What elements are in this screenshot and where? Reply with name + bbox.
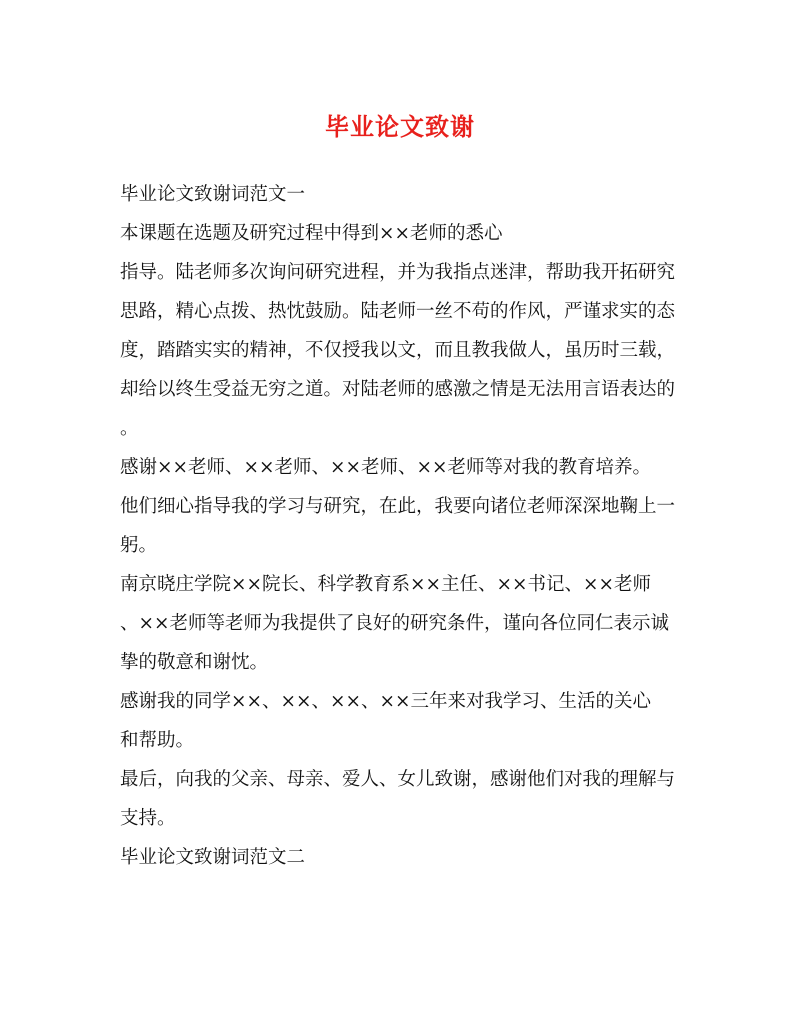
paragraph-line: 南京晓庄学院××院长、科学教育系××主任、××书记、××老师 (120, 574, 652, 595)
paragraph-line: 和帮助。 (120, 730, 195, 751)
paragraph-line: 感谢我的同学××、××、××、××三年来对我学习、生活的关心 (120, 691, 652, 712)
paragraph-line: 感谢××老师、××老师、××老师、××老师等对我的教育培养。 (120, 457, 652, 478)
section-heading: 毕业论文致谢词范文二 (120, 847, 306, 868)
paragraph-line: 他们细心指导我的学习与研究，在此，我要向诸位老师深深地鞠上一 (120, 496, 676, 517)
paragraph-line: 挚的敬意和谢忱。 (120, 652, 269, 673)
paragraph-line: 最后，向我的父亲、母亲、爱人、女儿致谢，感谢他们对我的理解与 (120, 769, 676, 790)
paragraph-line: 本课题在选题及研究过程中得到××老师的悉心 (120, 223, 503, 244)
section-heading: 毕业论文致谢词范文一 (120, 184, 306, 205)
document-title: 毕业论文致谢 (325, 112, 475, 141)
paragraph-line: 、××老师等老师为我提供了良好的研究条件，谨向各位同仁表示诚 (120, 613, 670, 634)
paragraph-line: 指导。陆老师多次询问研究进程，并为我指点迷津，帮助我开拓研究 (120, 262, 676, 283)
paragraph-line: 思路，精心点拨、热忱鼓励。陆老师一丝不苟的作风，严谨求实的态 (120, 301, 676, 322)
paragraph-line: 躬。 (120, 535, 158, 556)
paragraph-line: 。 (120, 418, 139, 439)
paragraph-line: 却给以终生受益无穷之道。对陆老师的感激之情是无法用言语表达的 (120, 379, 676, 400)
paragraph-line: 支持。 (120, 808, 176, 829)
paragraph-line: 度，踏踏实实的精神，不仅授我以文，而且教我做人，虽历时三载， (120, 340, 676, 361)
document-body (120, 175, 676, 877)
